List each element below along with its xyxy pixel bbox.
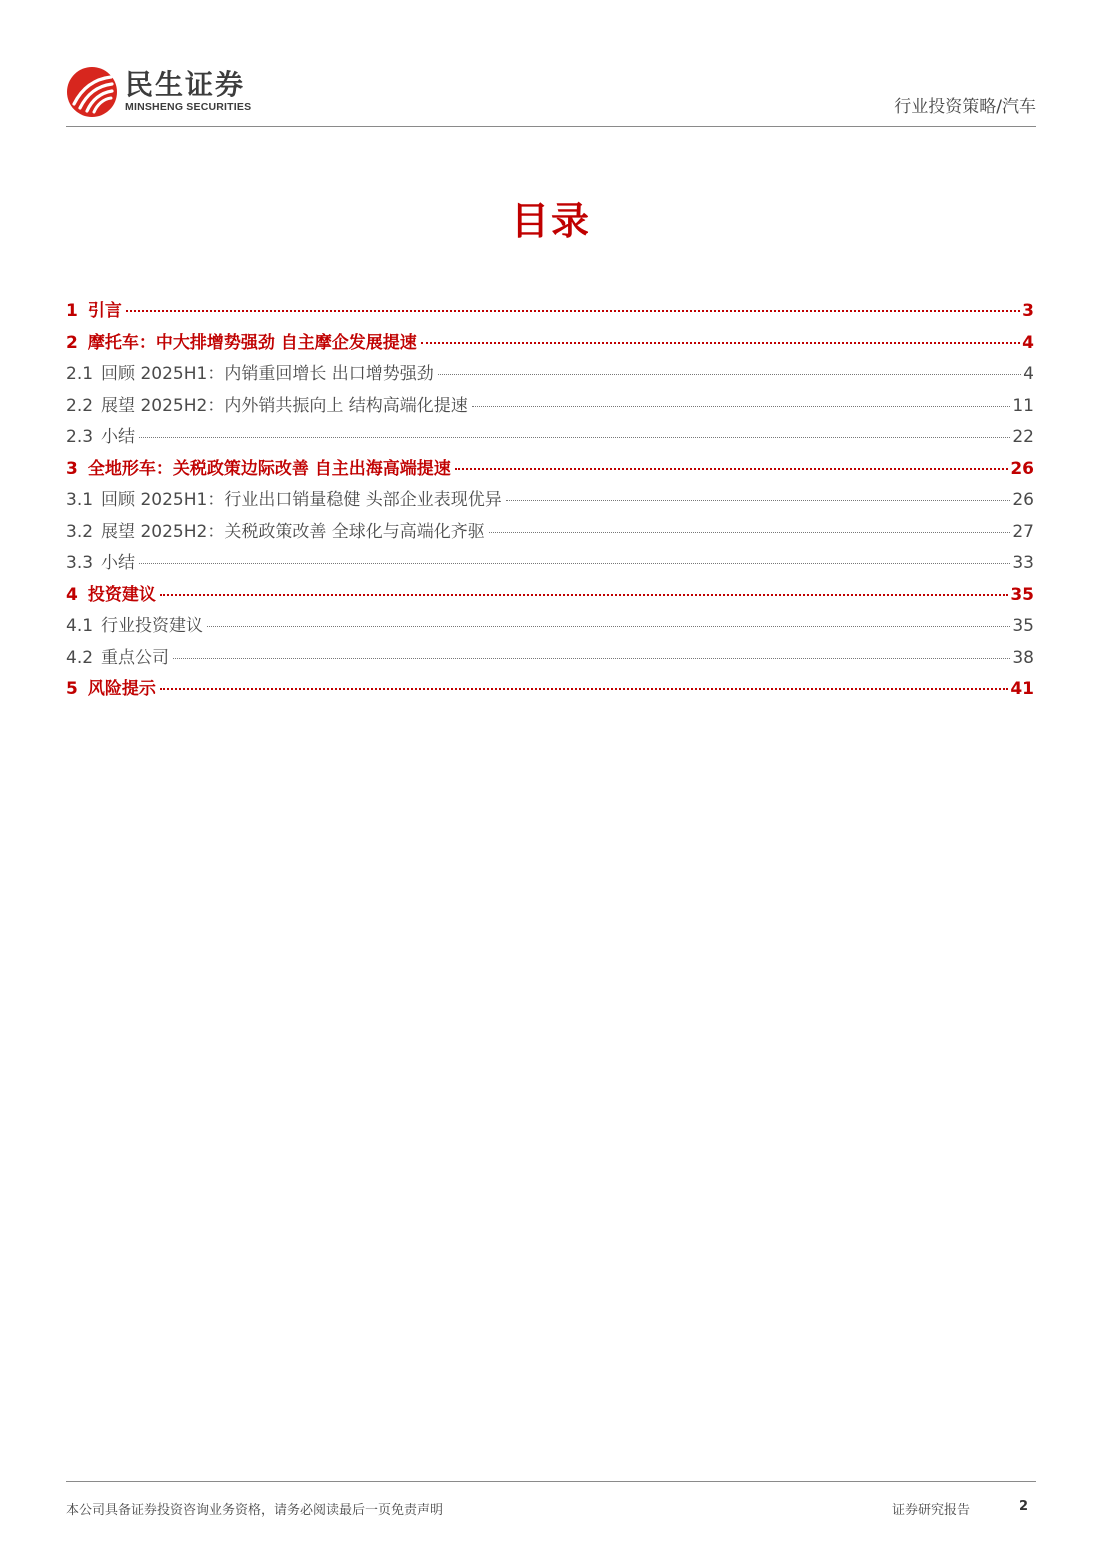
toc-entry[interactable]: [66, 674, 1034, 706]
toc-title: 目录: [510, 199, 591, 243]
toc-entry-page: 26: [1012, 490, 1034, 510]
toc-entry-number: 4.2: [66, 647, 94, 668]
page-footer: [66, 1481, 1036, 1518]
toc-entry-title: 全地形车：关税政策边际改善 自主出海高端提速: [87, 458, 451, 479]
company-logo: [66, 64, 251, 120]
toc-dot-leader: [506, 500, 1011, 501]
toc-dot-leader: [173, 658, 1010, 659]
toc-entry-number: 4.1: [66, 616, 94, 636]
toc-entry-number: 3.3: [66, 553, 94, 573]
toc-entry[interactable]: [66, 485, 1034, 517]
toc-entry-number: 2.1: [66, 364, 94, 384]
toc-dot-leader: [421, 342, 1020, 344]
logo-english-name: MINSHENG SECURITIES: [125, 101, 252, 113]
toc-entry-title: 小结: [101, 553, 136, 573]
minsheng-logo-icon: [66, 66, 118, 118]
toc-entry-page: 33: [1012, 553, 1034, 573]
toc-dot-leader: [160, 688, 1008, 690]
toc-entry[interactable]: [66, 548, 1034, 580]
toc-entry-title: 引言: [87, 301, 122, 321]
toc-entry-title: 重点公司: [101, 647, 170, 668]
toc-entry[interactable]: [66, 296, 1034, 328]
toc-entry-page: 41: [1010, 679, 1034, 699]
toc-entry-number: 5: [66, 679, 78, 699]
footer-report-type: 证券研究报告: [891, 1503, 970, 1518]
footer-disclaimer: 本公司具备证券投资咨询业务资格，请务必阅读最后一页免责声明: [66, 1503, 444, 1518]
toc-dot-leader: [126, 310, 1020, 312]
toc-entry-number: 3.1: [66, 490, 94, 510]
toc-entry-page: 22: [1012, 427, 1034, 447]
toc-entry-title: 摩托车：中大排增势强劲 自主摩企发展提速: [87, 332, 417, 353]
toc-entry-title: 行业投资建议: [101, 616, 204, 636]
toc-entry-number: 2.3: [66, 427, 94, 447]
toc-entry-number: 1: [66, 301, 78, 321]
toc-entry-title: 投资建议: [87, 584, 156, 605]
toc-entry-page: 38: [1012, 647, 1034, 668]
toc-dot-leader: [438, 374, 1021, 375]
toc-entry[interactable]: [66, 611, 1034, 643]
toc-entry-page: 35: [1010, 584, 1034, 605]
toc-entry-number: 3.2: [66, 521, 94, 542]
report-category: 行业投资策略/汽车: [894, 97, 1036, 117]
toc-entry[interactable]: [66, 580, 1034, 612]
toc-entry[interactable]: [66, 359, 1034, 391]
toc-dot-leader: [139, 563, 1010, 564]
toc-entry-page: 35: [1012, 616, 1034, 636]
toc-entry-page: 26: [1010, 458, 1034, 479]
toc-entry[interactable]: [66, 391, 1034, 423]
toc-entry[interactable]: [66, 454, 1034, 486]
toc-entry[interactable]: [66, 422, 1034, 454]
toc-entry-page: 4: [1023, 364, 1034, 384]
toc-entry-title: 小结: [101, 427, 136, 447]
toc-entry-title: 回顾 2025H1：行业出口销量稳健 头部企业表现优异: [101, 490, 502, 510]
toc-entry-title: 展望 2025H2：关税政策改善 全球化与高端化齐驱: [101, 521, 485, 542]
toc-dot-leader: [139, 437, 1010, 438]
toc-entry[interactable]: [66, 643, 1034, 675]
toc-entry-title: 回顾 2025H1：内销重回增长 出口增势强劲: [101, 364, 434, 384]
toc-dot-leader: [489, 532, 1011, 533]
page-header: [66, 60, 1036, 127]
toc-entry-page: 3: [1022, 301, 1034, 321]
toc-entry[interactable]: [66, 328, 1034, 360]
footer-page-number: 2: [1018, 1499, 1028, 1514]
toc-entry-page: 4: [1022, 332, 1034, 353]
toc-entry-number: 4: [66, 584, 78, 605]
toc-dot-leader: [455, 468, 1009, 470]
toc-entry-number: 3: [66, 458, 78, 479]
toc-entry-number: 2: [66, 332, 78, 353]
toc-entry-page: 27: [1012, 521, 1034, 542]
toc-entry-title: 风险提示: [87, 679, 156, 699]
toc-dot-leader: [160, 594, 1008, 596]
toc-entry-title: 展望 2025H2：内外销共振向上 结构高端化提速: [101, 395, 468, 416]
toc-dot-leader: [207, 626, 1010, 627]
logo-text: [125, 70, 251, 114]
logo-chinese-name: 民生证券: [125, 68, 246, 101]
toc-entry-page: 11: [1012, 395, 1034, 416]
toc-entry-number: 2.2: [66, 395, 94, 416]
table-of-contents: [66, 296, 1034, 706]
toc-dot-leader: [472, 406, 1011, 407]
toc-entry[interactable]: [66, 517, 1034, 549]
